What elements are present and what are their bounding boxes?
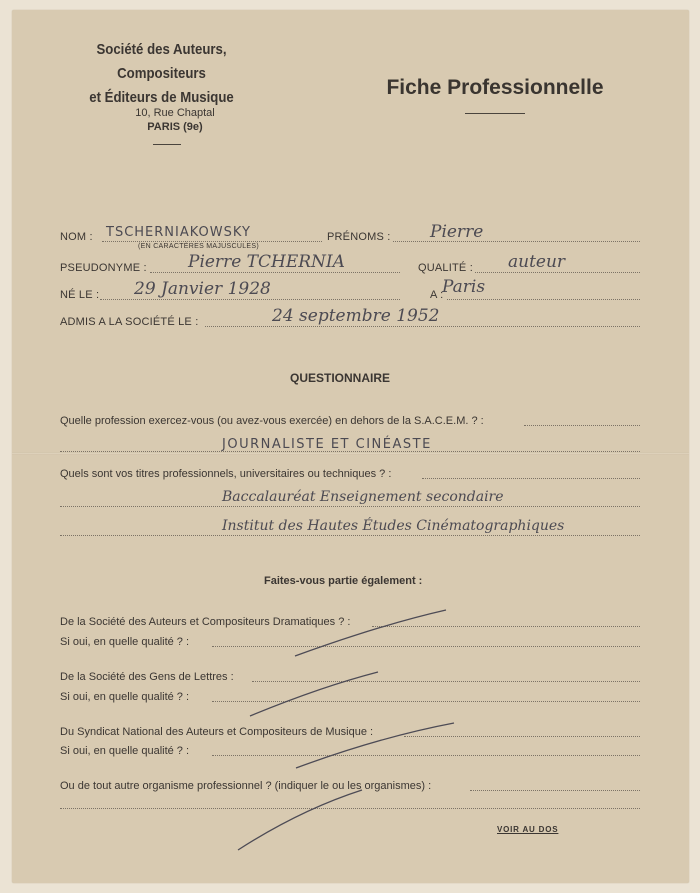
organization-line-2: et Éditeurs de Musique xyxy=(89,89,234,106)
question-snac-qualite: Si oui, en quelle qualité ? : xyxy=(60,745,190,757)
strike-autre xyxy=(238,790,362,850)
page-title: Fiche Professionnelle xyxy=(386,76,604,99)
question-profession: Quelle profession exercez-vous (ou avez-vous exercée) en dehors de la S.A.C.E.M. ? : xyxy=(60,415,484,427)
strike-snac xyxy=(296,723,454,768)
question-sacd: De la Société des Auteurs et Compositeurs Dramatiques ? : xyxy=(60,616,351,628)
question-autre: Ou de tout autre organisme professionnel ? (indiquer le ou les organismes) : xyxy=(60,780,432,792)
ne-le-value[interactable]: 29 Janvier 1928 xyxy=(134,279,271,299)
admis-value[interactable]: 24 septembre 1952 xyxy=(272,306,440,326)
pseudonyme-value[interactable]: Pierre TCHERNIA xyxy=(188,252,345,272)
strike-sacd xyxy=(295,610,446,656)
nom-sublabel: (EN CARACTÈRES MAJUSCULES) xyxy=(138,243,259,250)
a-value[interactable]: Paris xyxy=(442,277,486,297)
prenoms-value[interactable]: Pierre xyxy=(430,222,484,242)
question-sgdl-qualite: Si oui, en quelle qualité ? : xyxy=(60,691,190,703)
nom-label: NOM : xyxy=(60,231,93,243)
membership-heading: Faites-vous partie également : xyxy=(264,575,423,587)
question-titres: Quels sont vos titres professionnels, universitaires ou techniques ? : xyxy=(60,468,392,480)
nom-value[interactable]: TSCHERNIAKOWSKY xyxy=(106,225,251,240)
questionnaire-heading: QUESTIONNAIRE xyxy=(290,371,391,385)
qualite-label: QUALITÉ : xyxy=(418,262,473,274)
a-label: A : xyxy=(430,289,444,301)
prenoms-label: PRÉNOMS : xyxy=(327,231,391,243)
question-snac: Du Syndicat National des Auteurs et Compositeurs de Musique : xyxy=(60,726,374,738)
city: PARIS (9e) xyxy=(147,121,203,133)
answer-titres-2[interactable]: Institut des Hautes Études Cinématographiques xyxy=(222,518,565,534)
strike-sgdl xyxy=(250,672,378,716)
ne-le-label: NÉ LE : xyxy=(60,289,100,301)
organization-line-1: Société des Auteurs, Compositeurs xyxy=(96,41,227,82)
admis-label: ADMIS A LA SOCIÉTÉ LE : xyxy=(60,316,199,328)
street-address: 10, Rue Chaptal xyxy=(135,107,215,119)
question-sacd-qualite: Si oui, en quelle qualité ? : xyxy=(60,636,190,648)
question-sgdl: De la Société des Gens de Lettres : xyxy=(60,671,234,683)
pseudonyme-label: PSEUDONYME : xyxy=(60,262,147,274)
voir-au-dos: VOIR AU DOS xyxy=(497,825,559,834)
qualite-value[interactable]: auteur xyxy=(508,252,566,272)
answer-profession[interactable]: JOURNALISTE ET CINÉASTE xyxy=(222,437,432,452)
answer-titres-1[interactable]: Baccalauréat Enseignement secondaire xyxy=(222,489,504,505)
